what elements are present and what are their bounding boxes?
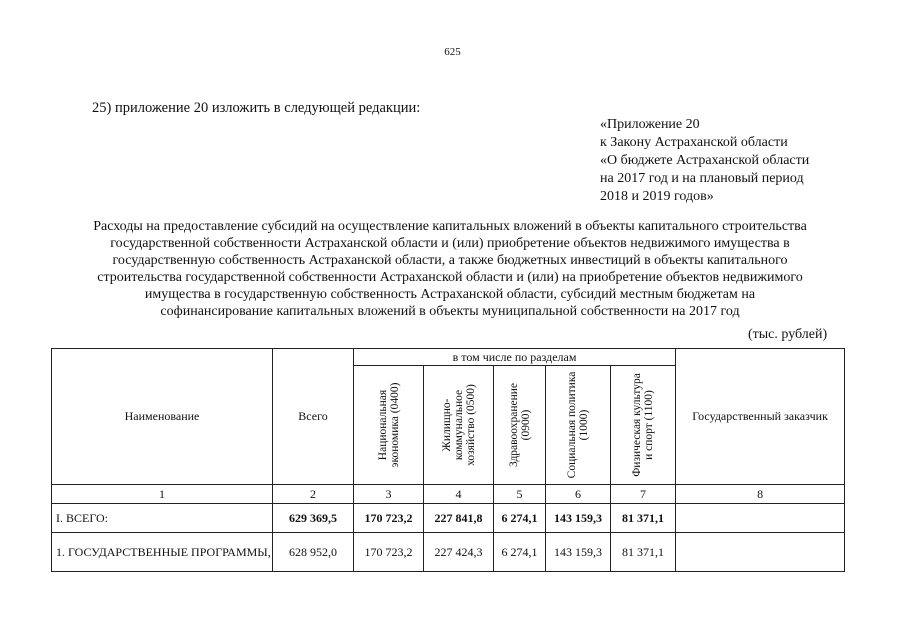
appendix-header-line: на 2017 год и на плановый период [600,171,804,186]
row-name: 1. ГОСУДАРСТВЕННЫЕ ПРОГРАММЫ, [52,533,273,572]
title-line: государственную собственность Астраханской области, а также бюджетных инвестиций в объекты капитального [112,253,788,268]
header-customer: Государственный заказчик [676,349,845,485]
header-sections-group: в том числе по разделам [354,349,676,366]
appendix-header-line: «Приложение 20 [600,117,700,132]
header-section-label: Здравоохранение (0900) [507,382,532,468]
title-line: софинансирование капитальных вложений в объекты муниципальной собственности на 2017 год [160,304,740,319]
table-row-programs [52,533,845,572]
column-number: 1 [52,485,273,504]
header-section-1100 [611,366,676,485]
header-section-0900 [494,366,546,485]
row-section-0500: 227 841,8 [424,504,494,533]
amendment-instruction: 25) приложение 20 изложить в следующей редакции: [92,100,421,116]
header-total: Всего [273,349,354,485]
column-number: 4 [424,485,494,504]
row-name: I. ВСЕГО: [52,504,273,533]
column-number: 7 [611,485,676,504]
header-section-label: Жилищно-коммунальное хозяйство (0500) [440,384,477,466]
row-customer [676,504,845,533]
column-number: 5 [494,485,546,504]
header-section-label: Физическая культура и спорт (1100) [631,373,656,477]
title-line: имущества в государственную собственность Астраханской области, субсидий местным бюджетам на [144,287,756,302]
appendix-header-line: 2018 и 2019 годов» [600,189,714,204]
document-title [40,218,860,320]
column-number: 8 [676,485,845,504]
appendix-header [600,116,809,206]
units-label: (тыс. рублей) [748,327,828,342]
row-section-0400: 170 723,2 [354,533,424,572]
title-line: Расходы на предоставление субсидий на осуществление капитальных вложений в объекты капитального строительства [93,219,807,234]
title-line: строительства государственной собственности Астраханской области и (или) на приобретение объектов недвижимого [97,270,803,285]
row-section-0400: 170 723,2 [354,504,424,533]
row-section-1100: 81 371,1 [611,504,676,533]
row-total: 629 369,5 [273,504,354,533]
page-number: 625 [444,46,461,58]
column-number-row [52,485,845,504]
row-section-0500: 227 424,3 [424,533,494,572]
header-section-0500 [424,366,494,485]
expenditure-table [51,348,845,572]
row-section-0900: 6 274,1 [494,504,546,533]
column-number: 2 [273,485,354,504]
appendix-header-line: «О бюджете Астраханской области [600,153,810,168]
row-total: 628 952,0 [273,533,354,572]
header-section-label: Национальная экономика (0400) [376,382,401,468]
row-customer [676,533,845,572]
title-line: государственной собственности Астраханской области и (или) приобретение объектов недвижимого имущества в [110,236,790,251]
column-number: 3 [354,485,424,504]
table-row-total [52,504,845,533]
row-section-1100: 81 371,1 [611,533,676,572]
header-section-0400 [354,366,424,485]
row-section-1000: 143 159,3 [546,504,611,533]
header-section-label: Социальная политика (1000) [566,371,590,479]
appendix-header-line: к Закону Астраханской области [600,135,788,150]
row-section-0900: 6 274,1 [494,533,546,572]
column-number: 6 [546,485,611,504]
row-section-1000: 143 159,3 [546,533,611,572]
header-name: Наименование [52,349,273,485]
header-section-1000 [546,366,611,485]
